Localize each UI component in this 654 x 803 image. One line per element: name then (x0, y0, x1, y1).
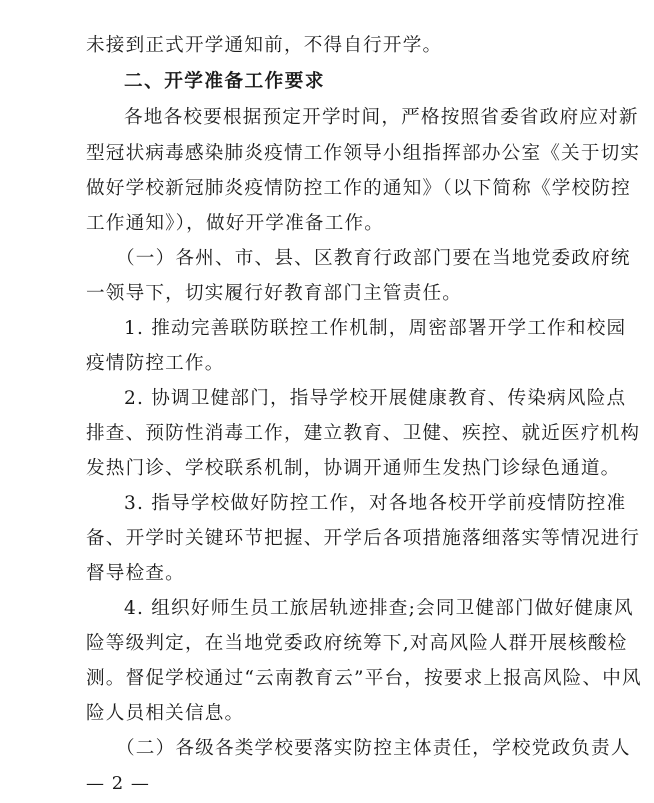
text-line: 备、开学时关键环节把握、开学后各项措施落细落实等情况进行 (86, 528, 641, 549)
page-number: — 2 — (86, 773, 150, 794)
text-line: 工作通知》），做好开学准备工作。 (86, 213, 385, 234)
text-line: 险人员相关信息。 (86, 703, 245, 724)
text-line: 型冠状病毒感染肺炎疫情工作领导小组指挥部办公室《关于切实 (86, 143, 641, 164)
text-line: 1. 推动完善联防联控工作机制，周密部署开学工作和校园 (124, 318, 627, 339)
text-line: 测。督促学校通过“云南教育云”平台，按要求上报高风险、中风 (86, 668, 642, 689)
text-line: 3. 指导学校做好防控工作，对各地各校开学前疫情防控准 (124, 493, 627, 514)
text-line: 各地各校要根据预定开学时间，严格按照省委省政府应对新 (124, 107, 639, 128)
text-line: （二）各级各类学校要落实防控主体责任，学校党政负责人 (116, 738, 631, 759)
text-line: 做好学校新冠肺炎疫情防控工作的通知》（以下简称《学校防控 (86, 178, 631, 199)
text-line: 险等级判定，在当地党委政府统筹下,对高风险人群开展核酸检 (86, 633, 628, 654)
text-line: 发热门诊、学校联系机制，协调开通师生发热门诊绿色通道。 (86, 458, 621, 479)
text-line: 一领导下，切实履行好教育部门主管责任。 (86, 283, 463, 304)
section-heading: 二、开学准备工作要求 (124, 71, 325, 92)
text-line: 未接到正式开学通知前，不得自行开学。 (86, 35, 443, 56)
text-line: 4. 组织好师生员工旅居轨迹排查;会同卫健部门做好健康风 (124, 598, 634, 619)
text-line: 疫情防控工作。 (86, 353, 225, 374)
text-line: 2. 协调卫健部门，指导学校开展健康教育、传染病风险点 (124, 388, 627, 409)
text-line: （一）各州、市、县、区教育行政部门要在当地党委政府统 (116, 248, 631, 269)
text-line: 督导检查。 (86, 563, 185, 584)
text-line: 排查、预防性消毒工作，建立教育、卫健、疾控、就近医疗机构 (86, 423, 641, 444)
